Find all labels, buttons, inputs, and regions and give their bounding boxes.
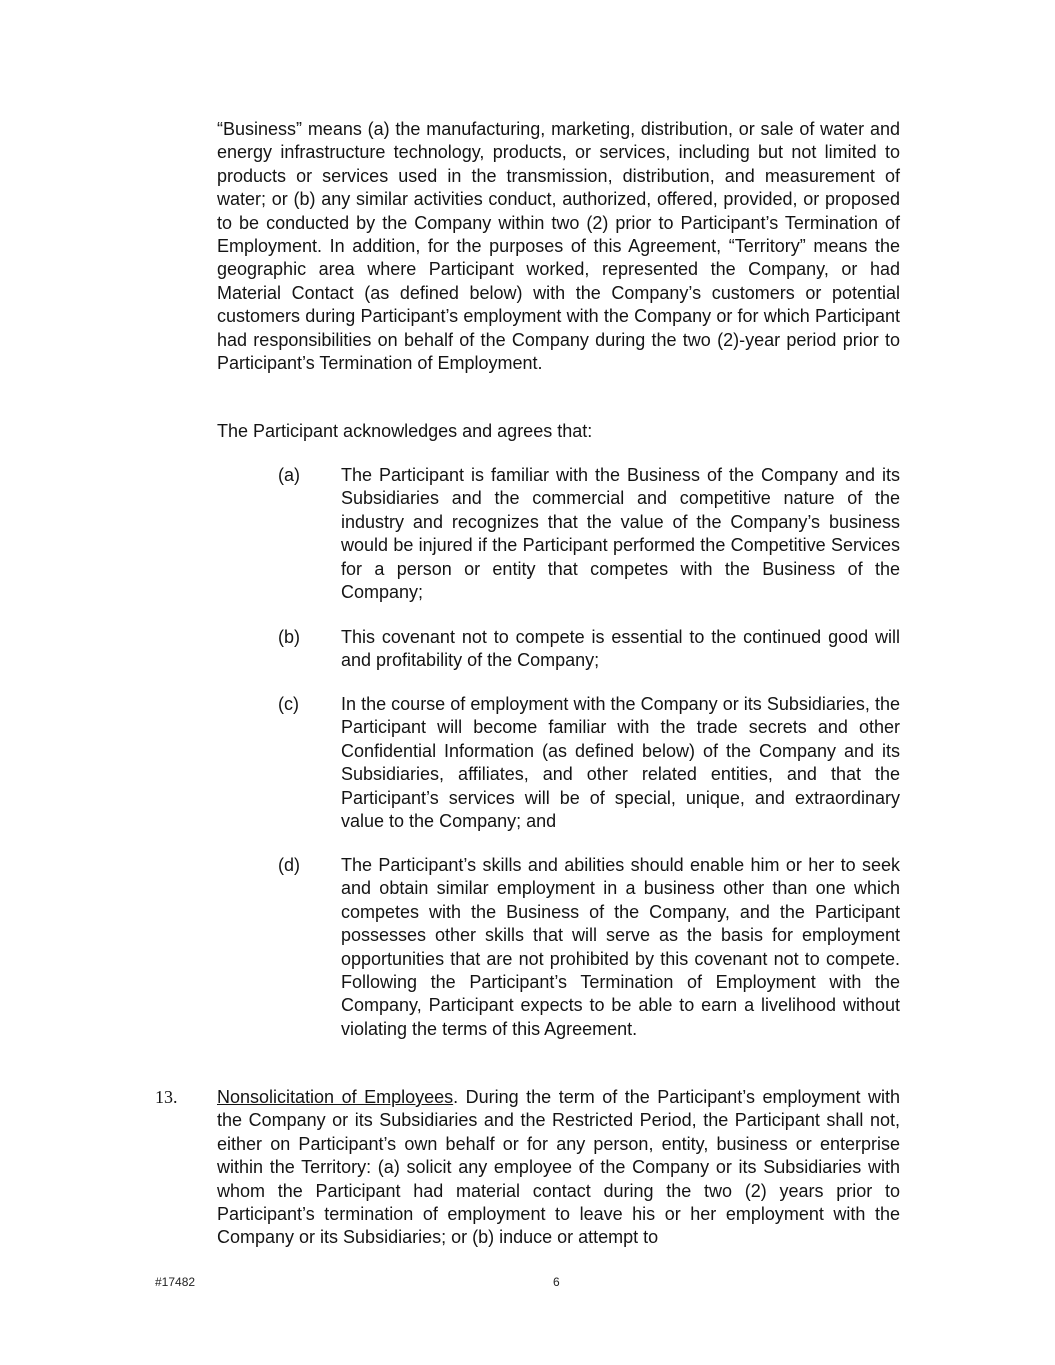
list-item-text: This covenant not to compete is essential to the continued good will and profitability of the Company; (341, 627, 900, 671)
list-item-label: (b) (278, 627, 300, 647)
list-item-d (278, 854, 900, 1041)
section-heading-punct: . (453, 1087, 459, 1107)
list-item-text: In the course of employment with the Company or its Subsidiaries, the Participant will become familiar with the trade secrets and other Confidential Information (as defined below) of the Company and its Subsidiaries, affiliates, and other related entities, and that the Participant’s services will be of special, unique, and extraordinary value to the Company; and (341, 694, 900, 832)
list-item-c (278, 693, 900, 833)
section-13 (155, 1086, 900, 1250)
acknowledgement-intro: The Participant acknowledges and agrees that: (217, 421, 593, 441)
business-definition-paragraph: “Business” means (a) the manufacturing, marketing, distribution, or sale of water and energy infrastructure technology, products, or services, including but not limited to products or services used in the transmission, distribution, and measurement of water; or (b) any similar activities conduct, authorized, offered, provided, or proposed to be conducted by the Company within two (2) prior to Participant’s Termination of Employment. In addition, for the purposes of this Agreement, “Territory” means the geographic area where Participant worked, represented the Company, or had Material Contact (as defined below) with the Company’s customers or potential customers during Participant’s employment with the Company or for which Participant had responsibilities on behalf of the Company during the two (2)-year period prior to Participant’s Termination of Employment. (217, 119, 900, 374)
section-heading: Nonsolicitation of Employees (217, 1087, 454, 1107)
list-item-text: The Participant is familiar with the Business of the Company and its Subsidiaries and the commercial and competitive nature of the industry and recognizes that the value of the Company’s business would be injured if the Participant performed the Competitive Services for a person or entity that competes with the Business of the Company; (341, 465, 900, 603)
section-body: During the term of the Participant’s employment with the Company or its Subsidiaries and the Restricted Period, the Participant shall not, either on Participant’s own behalf or for any person, entity, business or enterprise within the Territory: (a) solicit any employee of the Company or its Subsidiaries with whom the Participant had material contact during the two (2) years prior to Participant’s termination of employment to leave his or her employment with the Company or its Subsidiaries; or (b) induce or attempt to (217, 1087, 900, 1248)
list-item-label: (d) (278, 855, 300, 875)
footer-page-number: 6 (553, 1275, 560, 1289)
list-item-text: The Participant’s skills and abilities should enable him or her to seek and obtain similar employment in a business other than one which competes with the Business of the Company, and the Participant possesses other skills that will serve as the basis for employment opportunities that are not prohibited by this covenant not to compete. Following the Participant’s Termination of Employment with the Company, Participant expects to be able to earn a livelihood without violating the terms of this Agreement. (341, 855, 900, 1039)
list-item-a (278, 464, 900, 604)
list-item-b (278, 626, 900, 673)
list-item-label: (c) (278, 694, 299, 714)
list-item-label: (a) (278, 465, 300, 485)
section-number: 13. (155, 1087, 178, 1107)
section-13-text (217, 1086, 900, 1250)
footer-document-id: #17482 (155, 1275, 196, 1289)
